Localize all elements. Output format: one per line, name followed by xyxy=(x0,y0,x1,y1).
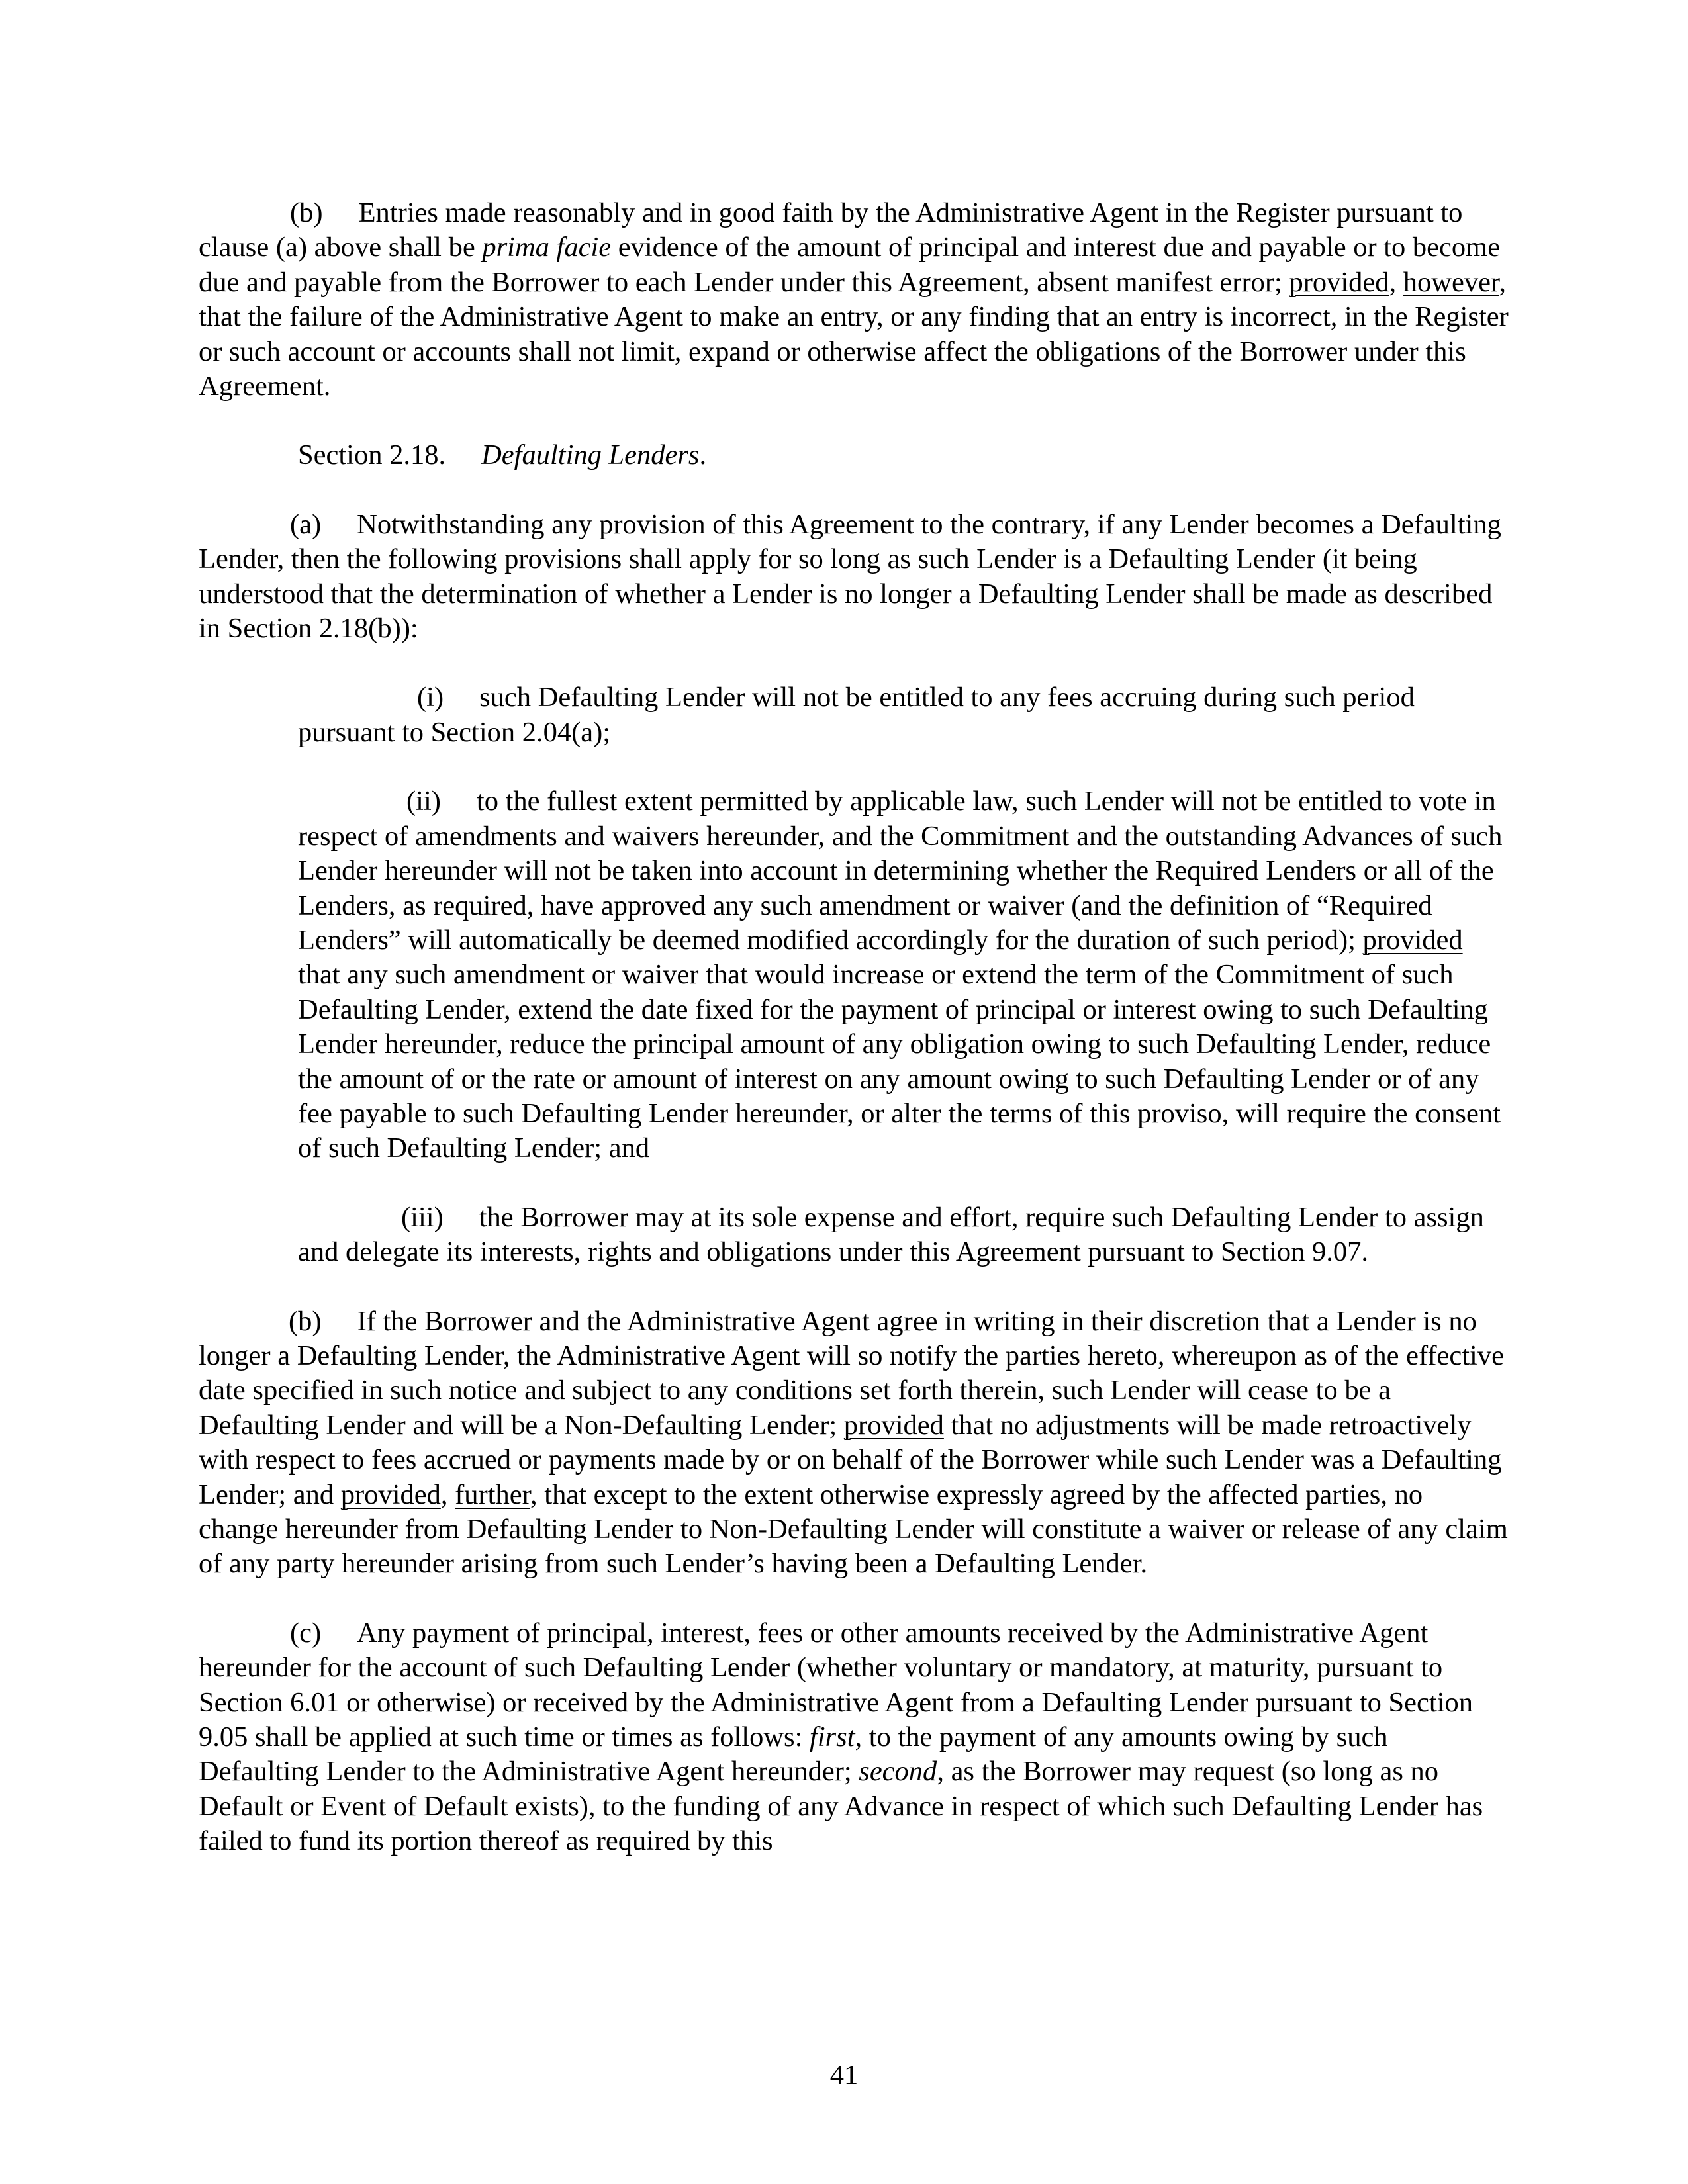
page-number: 41 xyxy=(829,2060,859,2091)
paragraph-label: (c) xyxy=(290,1617,322,1649)
paragraph-label: (i) xyxy=(417,682,444,713)
paragraph-label: (iii) xyxy=(401,1201,444,1233)
paragraph-b-no-longer-defaulting: (b) If the Borrower and the Administrative Agent agree in writing in their discretion that a Lender is no longer a Defaulting Lender, the Administrative Agent will so notify the parties hereto, whereupon as of the effective date specified in such notice and subject to any conditions set forth therein, such Lender will cease to be a Defaulting Lender and will be a Non-Defaulting Lender; provided that no adjustments will be made retroactively with respect to fees accrued or payments made by or on behalf of the Borrower while such Lender was a Defaulting Lender; and provided, further, that except to the extent otherwise expressly agreed by the affected parties, no change hereunder from Defaulting Lender to Non-Defaulting Lender will constitute a waiver or release of any claim of any party hereunder arising from such Lender’s having been a Defaulting Lender. xyxy=(199,1305,1508,1580)
paragraph-a-defaulting: (a) Notwithstanding any provision of this Agreement to the contrary, if any Lender becomes a Defaulting Lender, then the following provisions shall apply for so long as such Lender is a Defaulting Lender (it being understood that the determination of whether a Lender is no longer a Defaulting Lender shall be made as described in Section 2.18(b)): xyxy=(199,508,1501,645)
underlined-term: provided xyxy=(340,1479,441,1510)
paragraph-label: (b) xyxy=(289,1305,322,1337)
subparagraph-i: (i) such Defaulting Lender will not be entitled to any fees accruing during such period pursuant to Section 2.04(a); xyxy=(298,682,1415,748)
paragraph-label: (ii) xyxy=(406,786,441,817)
underlined-term: provided xyxy=(843,1409,944,1441)
paragraph-c-payments: (c) Any payment of principal, interest, fees or other amounts received by the Administrative Agent hereunder for the account of such Defaulting Lender (whether voluntary or mandatory, at maturity, pursuant to Section 6.01 or otherwise) or received by the Administrative Agent from a Defaulting Lender pursuant to Section 9.05 shall be applied at such time or times as follows: first, to the payment of any amounts owing by such Defaulting Lender to the Administrative Agent hereunder; second, as the Borrower may request (so long as no Default or Event of Default exists), to the funding of any Advance in respect of which such Defaulting Lender has failed to fund its portion thereof as required by this xyxy=(199,1617,1483,1857)
document-page xyxy=(199,196,1509,1859)
section-title: Defaulting Lenders xyxy=(481,439,700,471)
subparagraph-ii: (ii) to the fullest extent permitted by applicable law, such Lender will not be entitled to vote in respect of amendments and waivers hereunder, and the Commitment and the outstanding Advances of such Lender hereunder will not be taken into account in determining whether the Required Lenders or all of the Lenders, as required, have approved any such amendment or waiver (and the definition of “Required Lenders” will automatically be deemed modified accordingly for the duration of such period); provided that any such amendment or waiver that would increase or extend the term of the Commitment of such Defaulting Lender, extend the date fixed for the payment of principal or interest owing to such Defaulting Lender hereunder, reduce the principal amount of any obligation owing to such Defaulting Lender, reduce the amount of or the rate or amount of interest on any amount owing to such Defaulting Lender or of any fee payable to such Defaulting Lender hereunder, or alter the terms of this proviso, will require the consent of such Defaulting Lender; and xyxy=(298,786,1503,1164)
paragraph-b-register-entries: (b) Entries made reasonably and in good faith by the Administrative Agent in the Register pursuant to clause (a) above shall be prima facie evidence of the amount of principal and interest due and payable or to become due and payable from the Borrower to each Lender under this Agreement, absent manifest error; provided, however, that the failure of the Administrative Agent to make an entry, or any finding that an entry is incorrect, in the Register or such account or accounts shall not limit, expand or otherwise affect the obligations of the Borrower under this Agreement. xyxy=(199,197,1509,402)
underlined-term: however xyxy=(1403,266,1499,298)
paragraph-label: (b) xyxy=(290,197,323,228)
italic-term: prima facie xyxy=(482,232,612,263)
underlined-term: provided xyxy=(1289,266,1389,298)
italic-term: second xyxy=(859,1756,937,1788)
section-heading: Section 2.18. Defaulting Lenders. xyxy=(298,439,707,471)
subparagraph-iii: (iii) the Borrower may at its sole expense and effort, require such Defaulting Lender to assign and delegate its interests, rights and obligations under this Agreement pursuant to Section 9.07. xyxy=(298,1201,1484,1268)
italic-term: first xyxy=(810,1721,855,1753)
paragraph-label: (a) xyxy=(290,508,322,540)
section-number: Section 2.18. xyxy=(298,439,446,471)
underlined-term: provided xyxy=(1362,924,1463,956)
underlined-term: further xyxy=(455,1479,531,1510)
